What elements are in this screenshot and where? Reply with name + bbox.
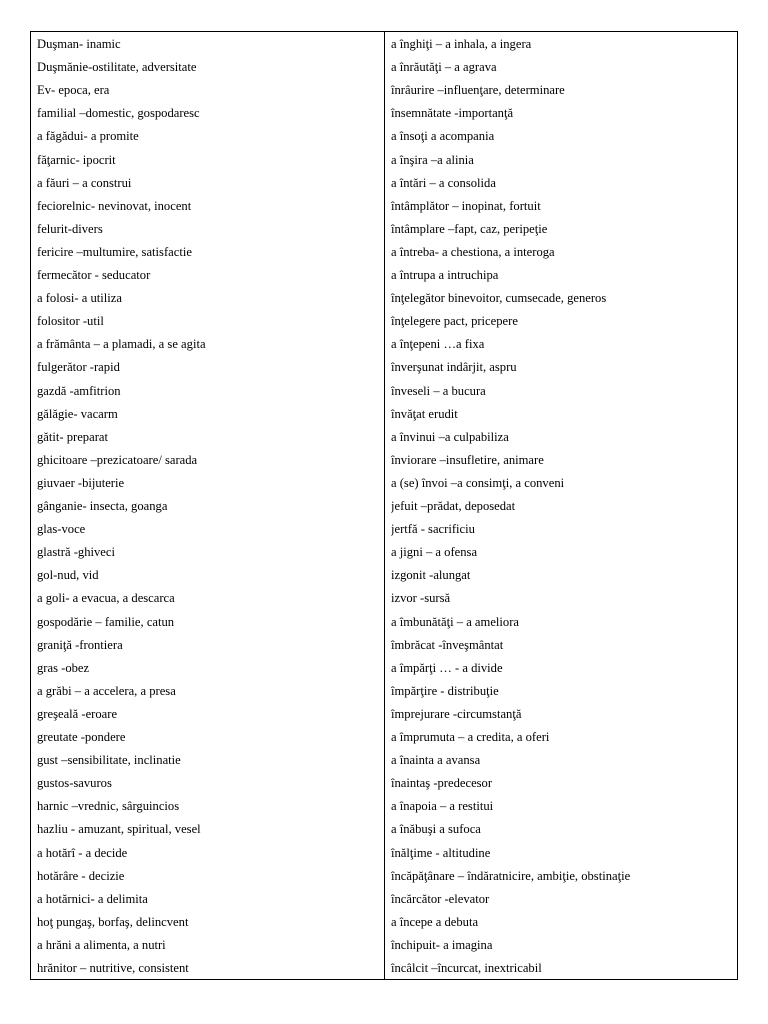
table-entry: fericire –multumire, satisfactie bbox=[37, 244, 192, 259]
table-entry: închipuit- a imagina bbox=[391, 937, 493, 952]
table-entry: înveseli – a bucura bbox=[391, 383, 486, 398]
table-entry: gust –sensibilitate, inclinatie bbox=[37, 753, 181, 768]
synonym-table bbox=[30, 31, 738, 980]
table-entry: a (se) învoi –a consimţi, a conveni bbox=[391, 475, 565, 490]
table-entry: a făuri – a construi bbox=[37, 175, 132, 190]
table-entry: izgonit -alungat bbox=[391, 568, 471, 583]
table-entry: greutate -pondere bbox=[37, 730, 126, 744]
table-entry: a înghiţi – a inhala, a ingera bbox=[391, 37, 532, 51]
table-entry: a îmbunătăţi – a ameliora bbox=[391, 614, 519, 629]
table-entry: hrănitor – nutritive, consistent bbox=[37, 961, 189, 975]
table-entry: a goli- a evacua, a descarca bbox=[37, 591, 175, 606]
table-entry: felurit-divers bbox=[37, 221, 103, 236]
table-entry: a împrumuta – a credita, a oferi bbox=[391, 730, 550, 744]
table-entry: înviorare –insufletire, animare bbox=[391, 452, 544, 467]
table-entry: gazdă -amfitrion bbox=[37, 383, 121, 398]
table-entry: gospodărie – familie, catun bbox=[37, 614, 175, 629]
table-entry: familial –domestic, gospodaresc bbox=[37, 106, 200, 121]
table-entry: a hotărî - a decide bbox=[37, 845, 128, 860]
table-entry: înălţime - altitudine bbox=[391, 845, 491, 860]
table-entry: înţelegere pact, pricepere bbox=[391, 314, 518, 329]
table-entry: încăpăţânare – îndăratnicire, ambiţie, obstinaţie bbox=[391, 868, 631, 883]
table-entry: gol-nud, vid bbox=[37, 568, 99, 583]
table-entry: gălăgie- vacarm bbox=[37, 406, 118, 421]
table-entry: a înapoia – a restitui bbox=[391, 799, 494, 814]
left-column bbox=[31, 32, 385, 979]
table-entry: gânganie- insecta, goanga bbox=[37, 499, 168, 513]
table-entry: a folosi- a utiliza bbox=[37, 291, 122, 306]
table-entry: a învinui –a culpabiliza bbox=[391, 429, 509, 444]
table-entry: folositor -util bbox=[37, 314, 104, 329]
table-entry: a începe a debuta bbox=[391, 914, 479, 929]
table-entry: înrâurire –influenţare, determinare bbox=[391, 83, 565, 98]
table-entry: a împărţi … - a divide bbox=[391, 660, 503, 675]
table-entry: înverşunat indârjit, aspru bbox=[391, 360, 517, 375]
table-entry: a hrăni a alimenta, a nutri bbox=[37, 937, 166, 952]
table-entry: a înainta a avansa bbox=[391, 753, 481, 768]
table-entry: Duşman- inamic bbox=[37, 37, 121, 51]
table-entry: făţarnic- ipocrit bbox=[37, 152, 116, 167]
table-entry: hoţ pungaş, borfaş, delincvent bbox=[37, 914, 189, 929]
table-entry: graniţă -frontiera bbox=[37, 637, 123, 652]
table-entry: a înrăutăţi – a agrava bbox=[391, 60, 497, 75]
table-entry: înaintaş -predecesor bbox=[391, 776, 493, 791]
table-entry: hazliu - amuzant, spiritual, vesel bbox=[37, 822, 201, 837]
right-column bbox=[385, 32, 737, 979]
table-entry: învăţat erudit bbox=[391, 406, 458, 421]
table-entry: giuvaer -bijuterie bbox=[37, 475, 125, 490]
table-entry: a frământa – a plamadi, a se agita bbox=[37, 337, 206, 352]
table-entry: a însoţi a acompania bbox=[391, 129, 495, 144]
table-entry: întâmplare –fapt, caz, peripeţie bbox=[391, 221, 548, 236]
table-entry: a jigni – a ofensa bbox=[391, 545, 478, 560]
table-entry: gustos-savuros bbox=[37, 776, 112, 791]
table-entry: Ev- epoca, era bbox=[37, 83, 110, 98]
table-entry: încărcător -elevator bbox=[391, 891, 490, 906]
table-entry: împrejurare -circumstanţă bbox=[391, 706, 522, 721]
table-entry: ghicitoare –prezicatoare/ sarada bbox=[37, 452, 198, 467]
table-entry: a înţepeni …a fixa bbox=[391, 337, 485, 352]
table-entry: a întrupa a intruchipa bbox=[391, 268, 499, 282]
table-entry: îmbrăcat -înveşmântat bbox=[391, 637, 504, 652]
table-entry: fermecător - seducator bbox=[37, 268, 151, 282]
table-entry: a grăbi – a accelera, a presa bbox=[37, 683, 176, 698]
table-entry: a întreba- a chestiona, a interoga bbox=[391, 244, 555, 259]
table-entry: a făgădui- a promite bbox=[37, 129, 139, 144]
table-entry: feciorelnic- nevinovat, inocent bbox=[37, 198, 192, 213]
table-entry: hotărâre - decizie bbox=[37, 868, 125, 883]
table-entry: împărţire - distribuţie bbox=[391, 683, 499, 698]
table-entry: a înşira –a alinia bbox=[391, 152, 474, 167]
table-entry: glastră -ghiveci bbox=[37, 545, 115, 560]
table-entry: jertfă - sacrificiu bbox=[391, 522, 475, 537]
table-entry: gătit- preparat bbox=[37, 429, 108, 444]
table-entry: harnic –vrednic, sârguincios bbox=[37, 799, 180, 814]
table-entry: glas-voce bbox=[37, 522, 86, 537]
table-entry: însemnătate -importanţă bbox=[391, 106, 514, 121]
table-entry: înţelegător binevoitor, cumsecade, generos bbox=[391, 291, 607, 306]
table-entry: întâmplător – inopinat, fortuit bbox=[391, 198, 541, 213]
table-entry: gras -obez bbox=[37, 660, 90, 675]
table-entry: a înăbuşi a sufoca bbox=[391, 822, 481, 837]
table-entry: jefuit –prădat, deposedat bbox=[391, 499, 516, 513]
table-entry: fulgerător -rapid bbox=[37, 360, 120, 375]
table-entry: Duşmănie-ostilitate, adversitate bbox=[37, 60, 197, 75]
table-entry: a întări – a consolida bbox=[391, 175, 496, 190]
table-entry: încâlcit –încurcat, inextricabil bbox=[391, 961, 542, 975]
table-entry: greşeală -eroare bbox=[37, 706, 118, 721]
table-entry: a hotărnici- a delimita bbox=[37, 891, 148, 906]
table-entry: izvor -sursă bbox=[391, 591, 451, 606]
